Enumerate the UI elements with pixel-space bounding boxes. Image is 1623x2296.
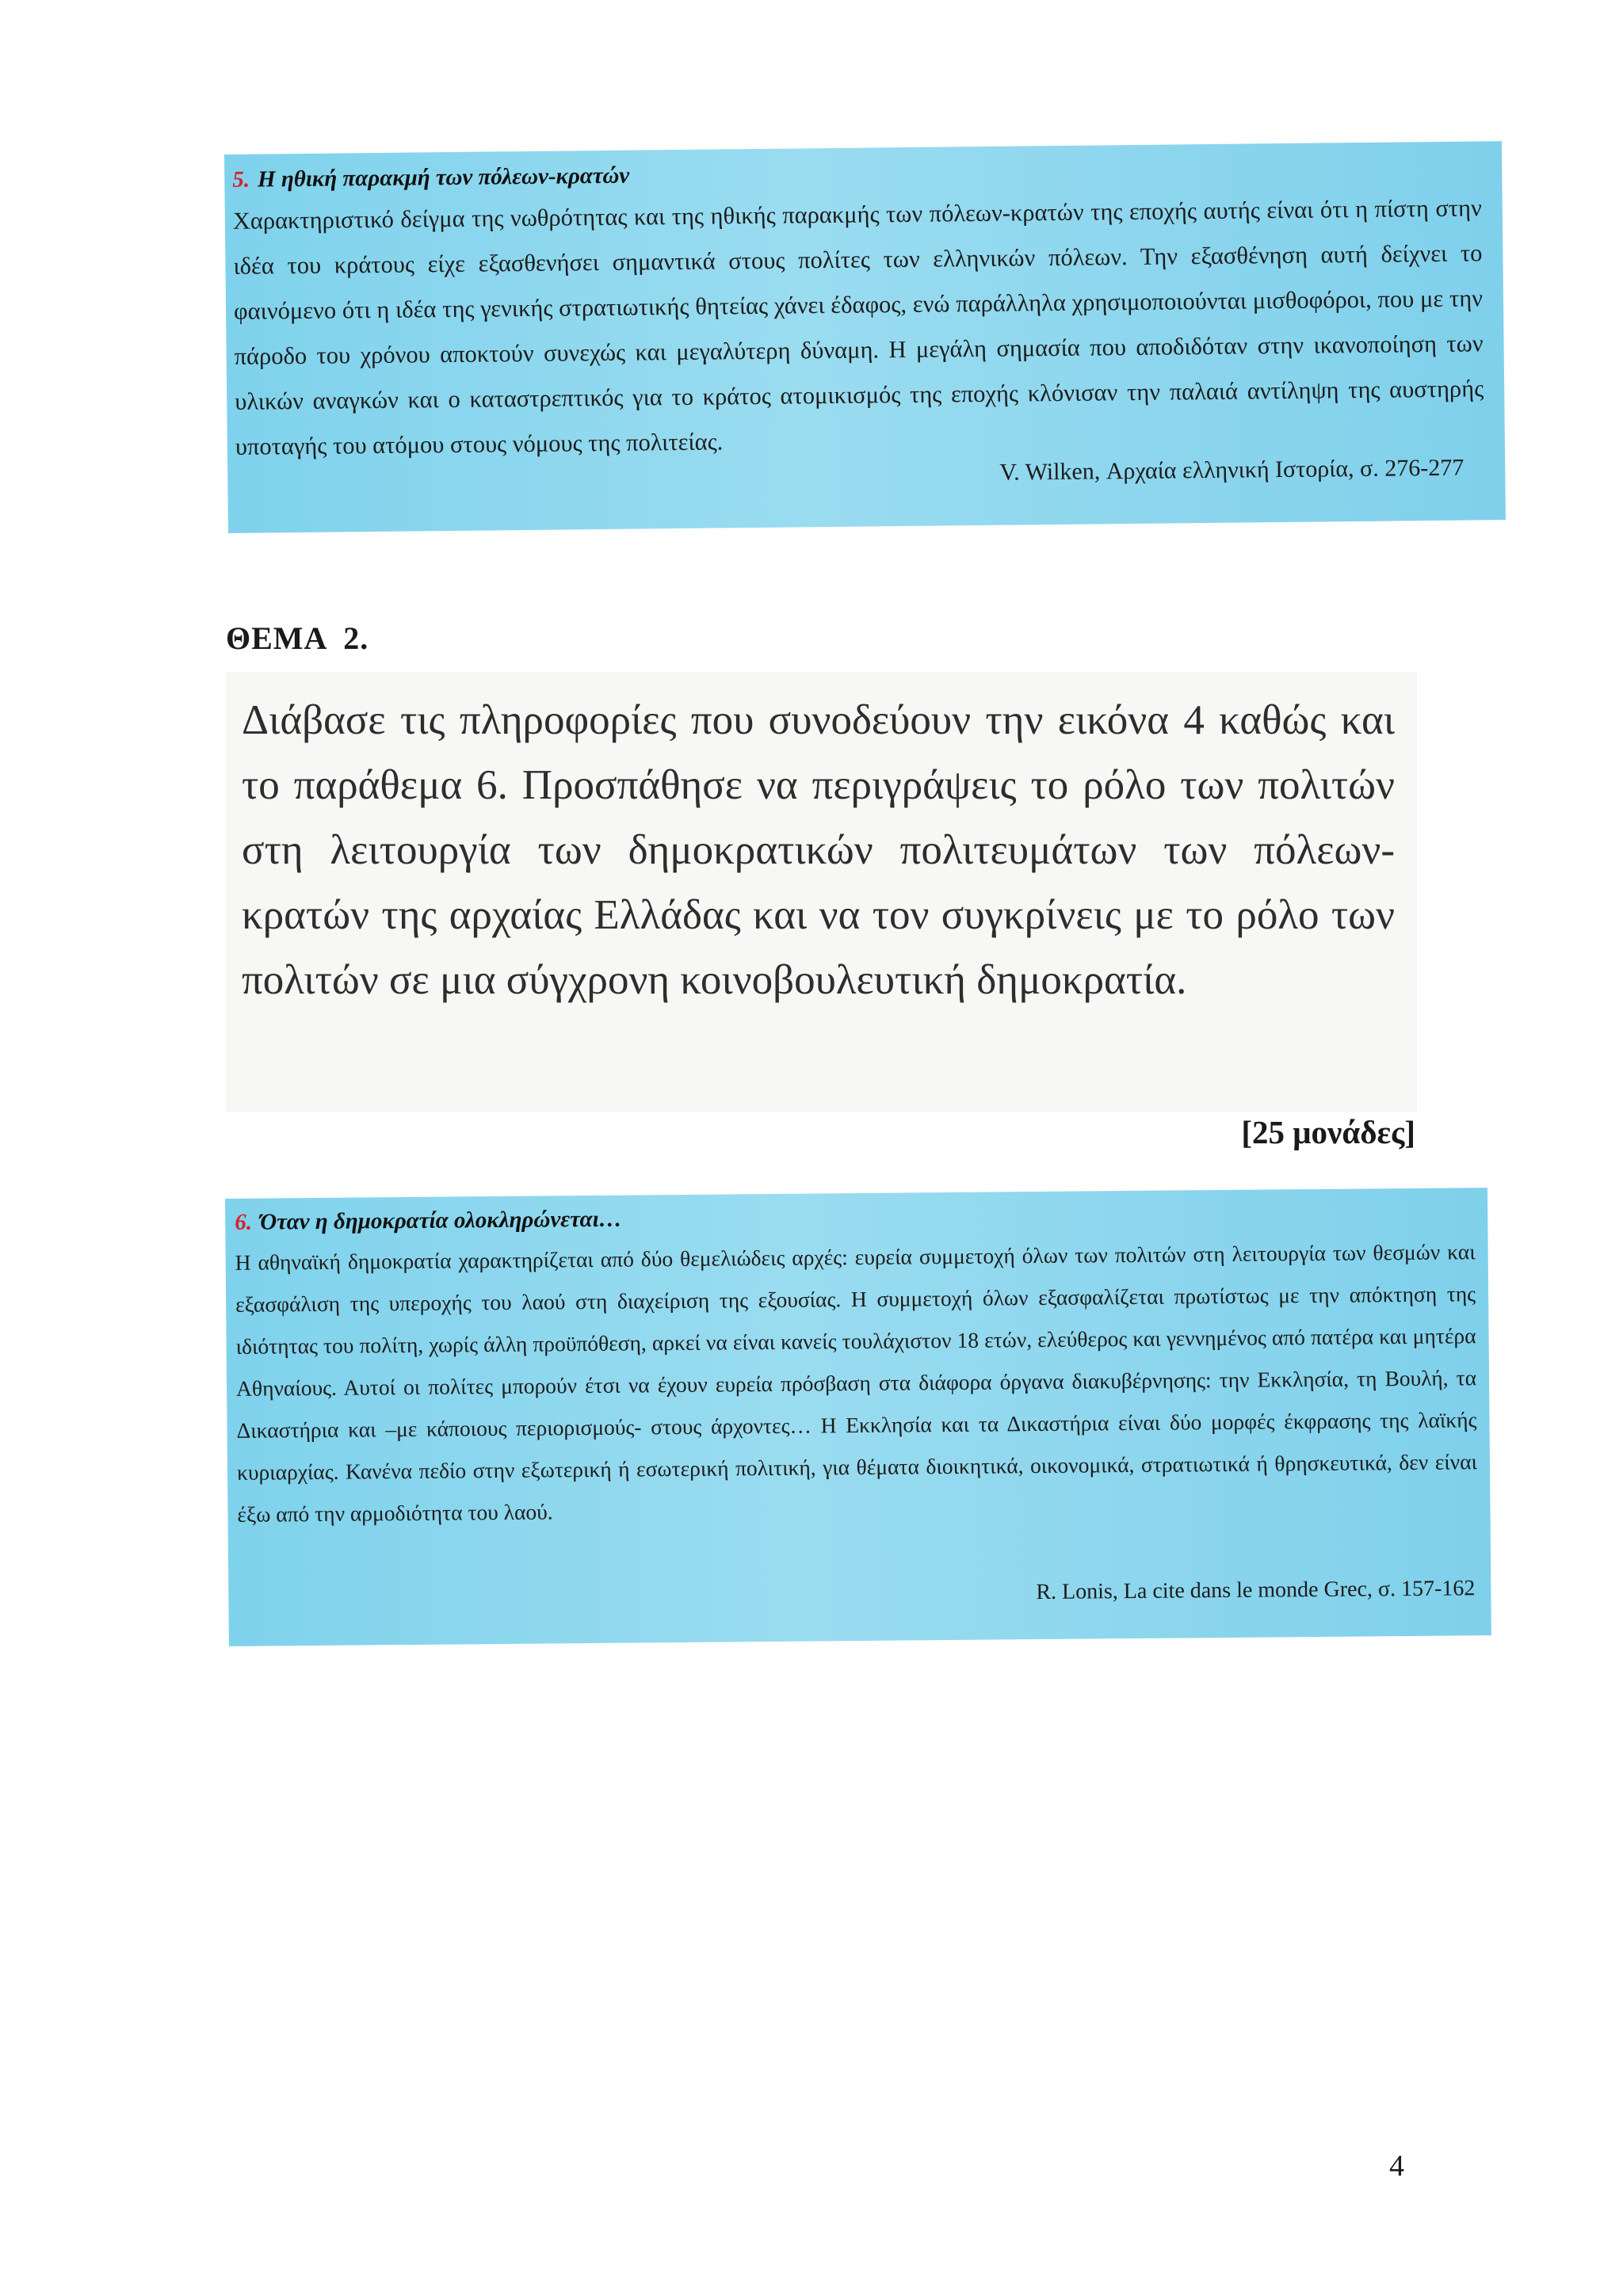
source-5-body: Χαρακτηριστικό δείγμα της νωθρότητας και της ηθικής παρακμής των πόλεων-κρατών της εποχής αυτής είναι ότι η πίστη στην ιδέα του κράτους είχε εξασθενήσει σημαντικά στους πολίτες των ελληνικών πόλεων. Την εξασθένηση αυτή δείχνει το φαινόμενο ότι η ιδέα της γενικής στρατιωτικής θητείας χάνει έδαφος, ενώ παράλληλα χρησιμοποιούνται μισθοφόροι, που με την πάροδο του χρόνου αποκτούν συνεχώς και μεγαλύτερη δύναμη. Η μεγάλη σημασία που αποδιδόταν στην ικανοποίηση των υλικών αναγκών και ο καταστρεπτικός για το κράτος ατομικισμός της εποχής κλόνισαν την παλαιά αντίληψη της αυστηρής υποταγής του ατόμου στους νόμους της πολιτείας. [232, 194, 1484, 460]
source-6-heading [235, 1197, 1475, 1237]
marks-label: [25 μονάδες] [1241, 1114, 1415, 1150]
page-number: 4 [1389, 2149, 1404, 2183]
topic-heading: ΘΕΜΑ 2. [226, 620, 369, 656]
source-6-citation: R. Lonis, La cite dans le monde Grec, σ. 157-162 [1036, 1576, 1476, 1605]
question-text: Διάβασε τις πληροφορίες που συνοδεύουν την εικόνα 4 καθώς και το παράθεμα 6. Προσπάθησε να περιγράψεις το ρόλο των πολιτών στη λειτουργία των δημοκρατικών πολιτευμάτων των πόλεων-κρατών της αρχαίας Ελλάδας και να τον συγκρίνεις με το ρόλο των πολιτών σε μια σύγχρονη κοινοβουλευτική δημοκρατία. [242, 697, 1395, 1003]
source-6-title: Όταν η δημοκρατία ολοκληρώνεται… [259, 1206, 622, 1235]
source-6-number: 6. [235, 1209, 253, 1235]
source-5-citation: V. Wilken, Αρχαία ελληνική Ιστορία, σ. 276-277 [999, 454, 1465, 486]
source-6-body: Η αθηναϊκή δημοκρατία χαρακτηρίζεται από δύο θεμελιώδεις αρχές: ευρεία συμμετοχή όλων των πολιτών στη λειτουργία των θεσμών και εξασφάλιση της υπεροχής του λαού στη διαχείριση της εξουσίας. Η συμμετοχή όλων εξασφαλίζεται πρωτίστως με την απόκτηση της ιδιότητας του πολίτη, χωρίς άλλη προϋπόθεση, αρκεί να είναι κανείς τουλάχιστον 18 ετών, ελεύθερος και γεννημένος από πατέρα και μητέρα Αθηναίους. Αυτοί οι πολίτες μπορούν έτσι να έχουν ευρεία πρόσβαση στα διάφορα όργανα διακυβέρνησης: την Εκκλησία, τη Βουλή, τα Δικαστήρια και –με κάποιους περιορισμούς- στους άρχοντες… Η Εκκλησία και τα Δικαστήρια είναι δύο μορφές έκφρασης της λαϊκής κυριαρχίας. Κανένα πεδίο στην εξωτερική ή εσωτερική πολιτική, για θέματα διοικητικά, οικονομικά, στρατιωτικά ή θρησκευτικά, δεν είναι έξω από την αρμοδιότητα του λαού. [235, 1239, 1478, 1527]
source-5-title: Η ηθική παρακμή των πόλεων-κρατών [257, 162, 630, 193]
source-5-number: 5. [232, 166, 250, 193]
question-panel [226, 672, 1417, 1112]
source-6-box [225, 1188, 1491, 1646]
source-5-box [224, 141, 1506, 533]
